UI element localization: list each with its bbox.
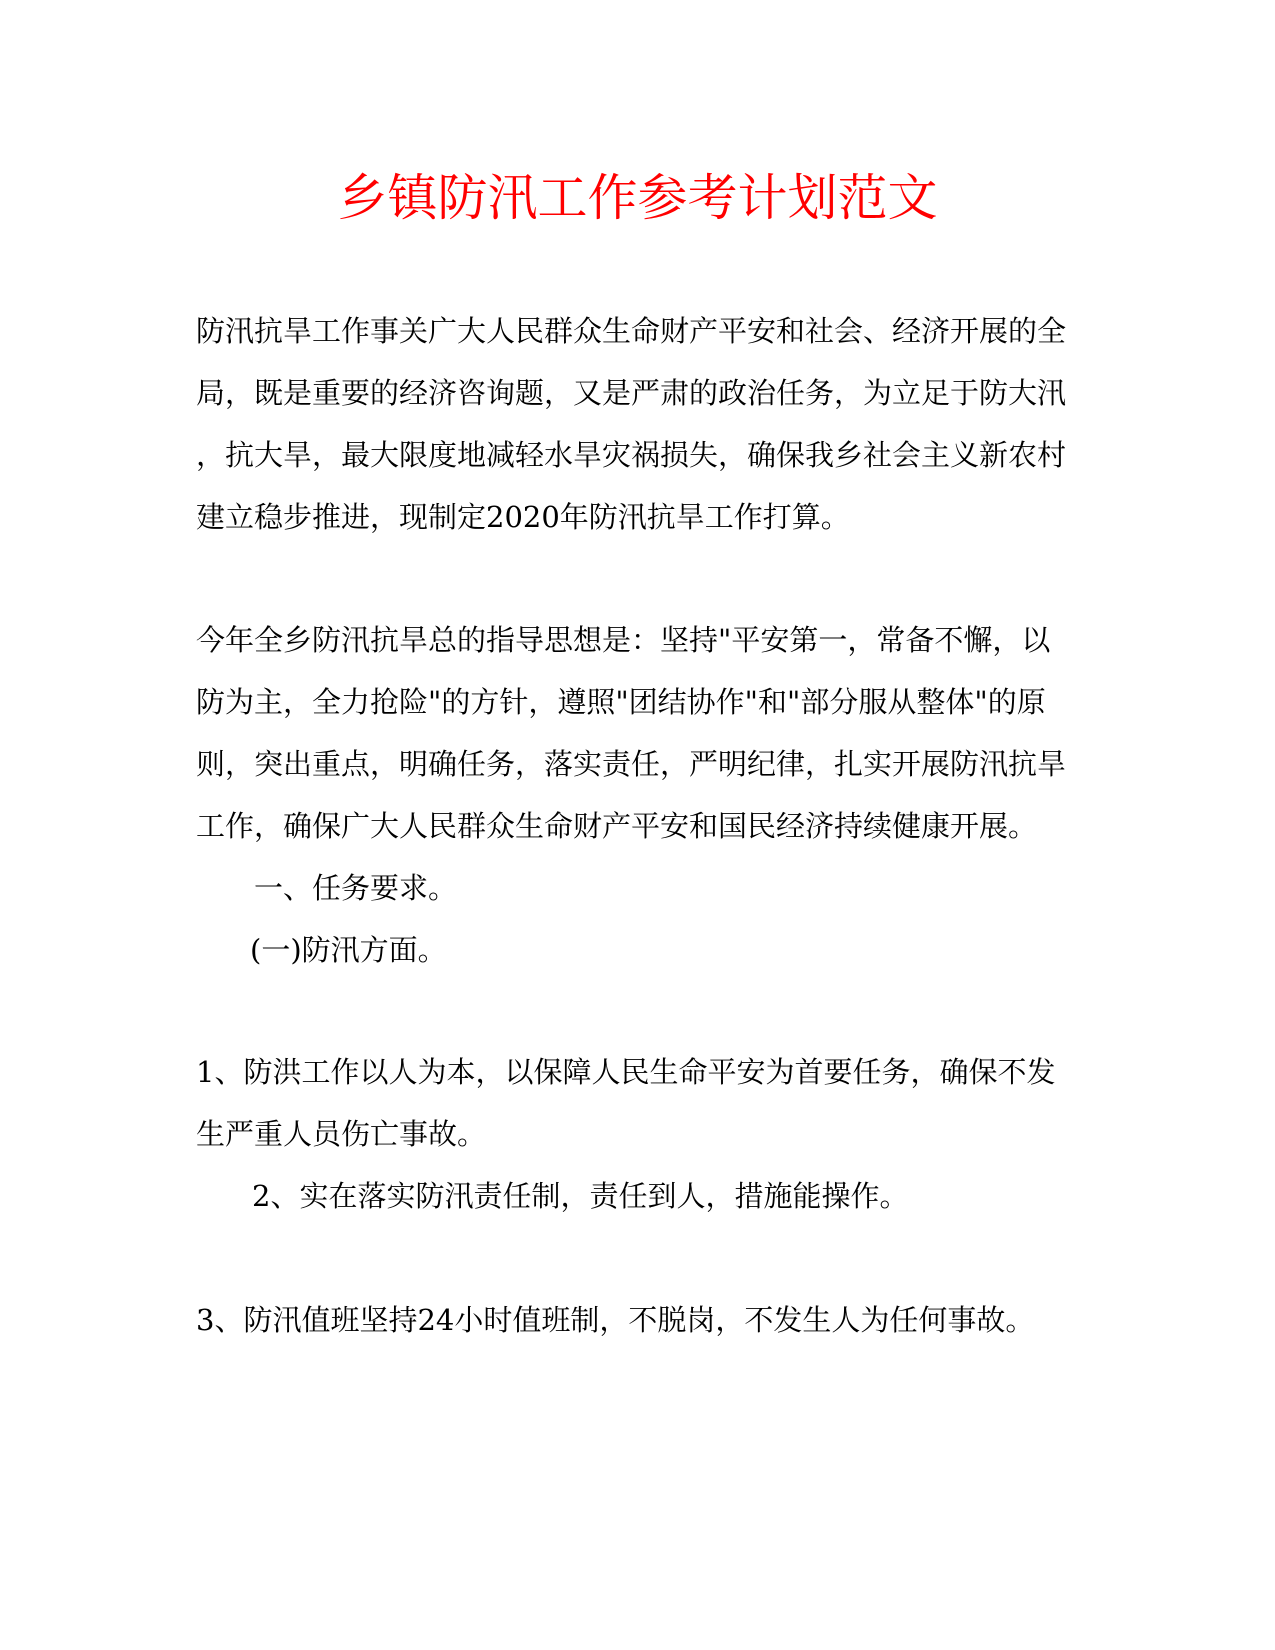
paragraph-1-line-3: ，抗大旱，最大限度地减轻水旱灾祸损失，确保我乡社会主义新农村 [196, 438, 1067, 472]
item-1-line-1: 1、防洪工作以人为本，以保障人民生命平安为首要任务，确保不发 [196, 1055, 1056, 1089]
item-1-line-2: 生严重人员伤亡事故。 [196, 1117, 487, 1151]
item-2: 2、实在落实防汛责任制，责任到人，措施能操作。 [252, 1179, 909, 1213]
paragraph-2-line-4: 工作，确保广大人民群众生命财产平安和国民经济持续健康开展。 [196, 809, 1038, 843]
paragraph-2-line-3: 则，突出重点，明确任务，落实责任，严明纪律，扎实开展防汛抗旱 [196, 747, 1067, 781]
document-title: 乡镇防汛工作参考计划范文 [337, 169, 938, 227]
paragraph-2-line-1: 今年全乡防汛抗旱总的指导思想是：坚持"平安第一，常备不懈，以 [196, 623, 1051, 657]
subsection-heading: (一)防汛方面。 [250, 933, 447, 967]
paragraph-1-line-2: 局，既是重要的经济咨询题，又是严肃的政治任务，为立足于防大汛 [196, 376, 1067, 410]
paragraph-1-line-4: 建立稳步推进，现制定2020年防汛抗旱工作打算。 [196, 500, 850, 534]
paragraph-2-line-2: 防为主，全力抢险"的方针，遵照"团结协作"和"部分服从整体"的原 [196, 685, 1046, 719]
item-3: 3、防汛值班坚持24小时值班制，不脱岗，不发生人为任何事故。 [196, 1303, 1035, 1337]
paragraph-1-line-1: 防汛抗旱工作事关广大人民群众生命财产平安和社会、经济开展的全 [196, 314, 1067, 348]
section-heading: 一、任务要求。 [254, 871, 458, 905]
